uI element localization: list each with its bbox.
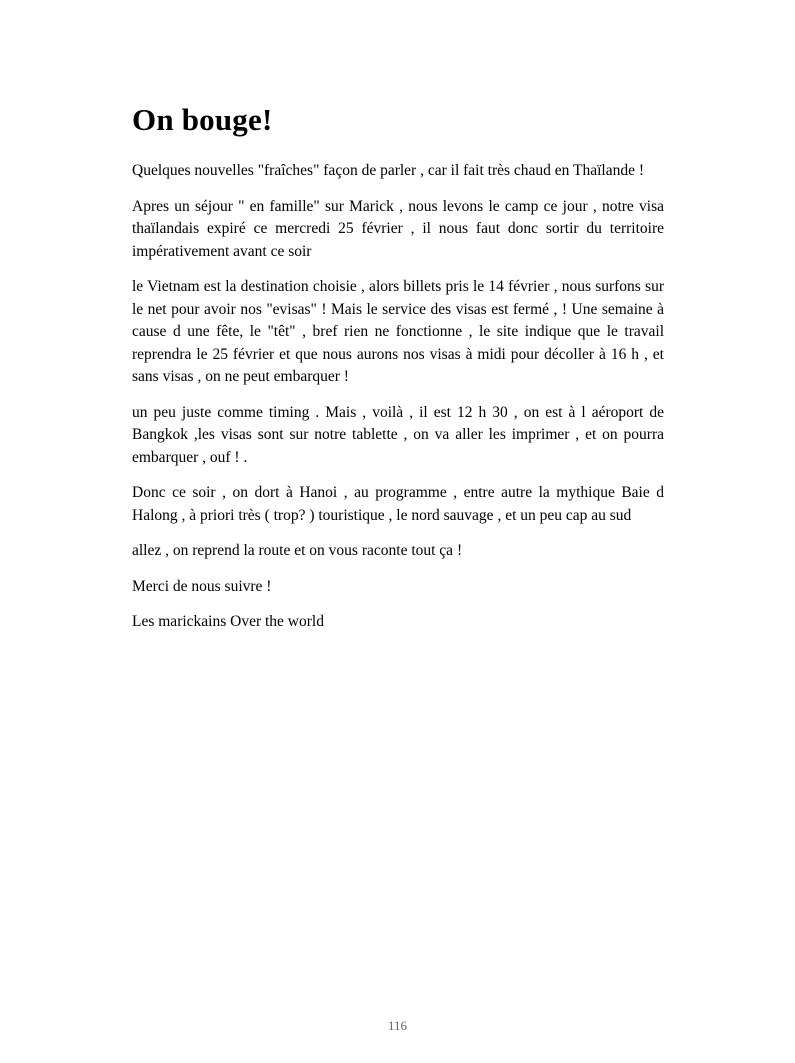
paragraph-timing: un peu juste comme timing . Mais , voilà , il est 12 h 30 , on est à l aéroport de Bangkok ,les visas sont sur notre tablette , on va aller les imprimer , et on pourra embarquer , ouf ! . <box>132 403 664 466</box>
paragraph-vietnam: le Vietnam est la destination choisie , alors billets pris le 14 février , nous surfons sur le net pour avoir nos "evisas" ! Mais le service des visas est fermé , ! Une semaine à cause d une fête, le "têt" , bref rien ne fonctionne , le site indique que le travail reprendra le 25 février et que nous aurons nos visas à midi pour décoller à 16 h , et sans visas , on ne peut embarquer ! <box>132 278 664 385</box>
paragraph-hanoi: Donc ce soir , on dort à Hanoi , au programme , entre autre la mythique Baie d Halong , à priori très ( trop? ) touristique , le nord sauvage , et un peu cap au sud <box>132 484 664 524</box>
page-content <box>132 100 664 647</box>
page-title: On bouge! <box>132 102 273 137</box>
paragraph-intro: Quelques nouvelles "fraîches" façon de parler , car il fait très chaud en Thaïlande ! <box>132 162 645 179</box>
paragraph-visa: Apres un séjour " en famille" sur Marick , nous levons le camp ce jour , notre visa thaïlandais expiré ce mercredi 25 février , il nous faut donc sortir du territoire impérativement avant ce soir <box>132 197 664 260</box>
paragraph-route: allez , on reprend la route et on vous raconte tout ça ! <box>132 542 463 559</box>
paragraph-thanks: Merci de nous suivre ! <box>132 577 272 595</box>
paragraph-signature: Les marickains Over the world <box>132 613 324 630</box>
page-number: 116 <box>387 1018 408 1033</box>
